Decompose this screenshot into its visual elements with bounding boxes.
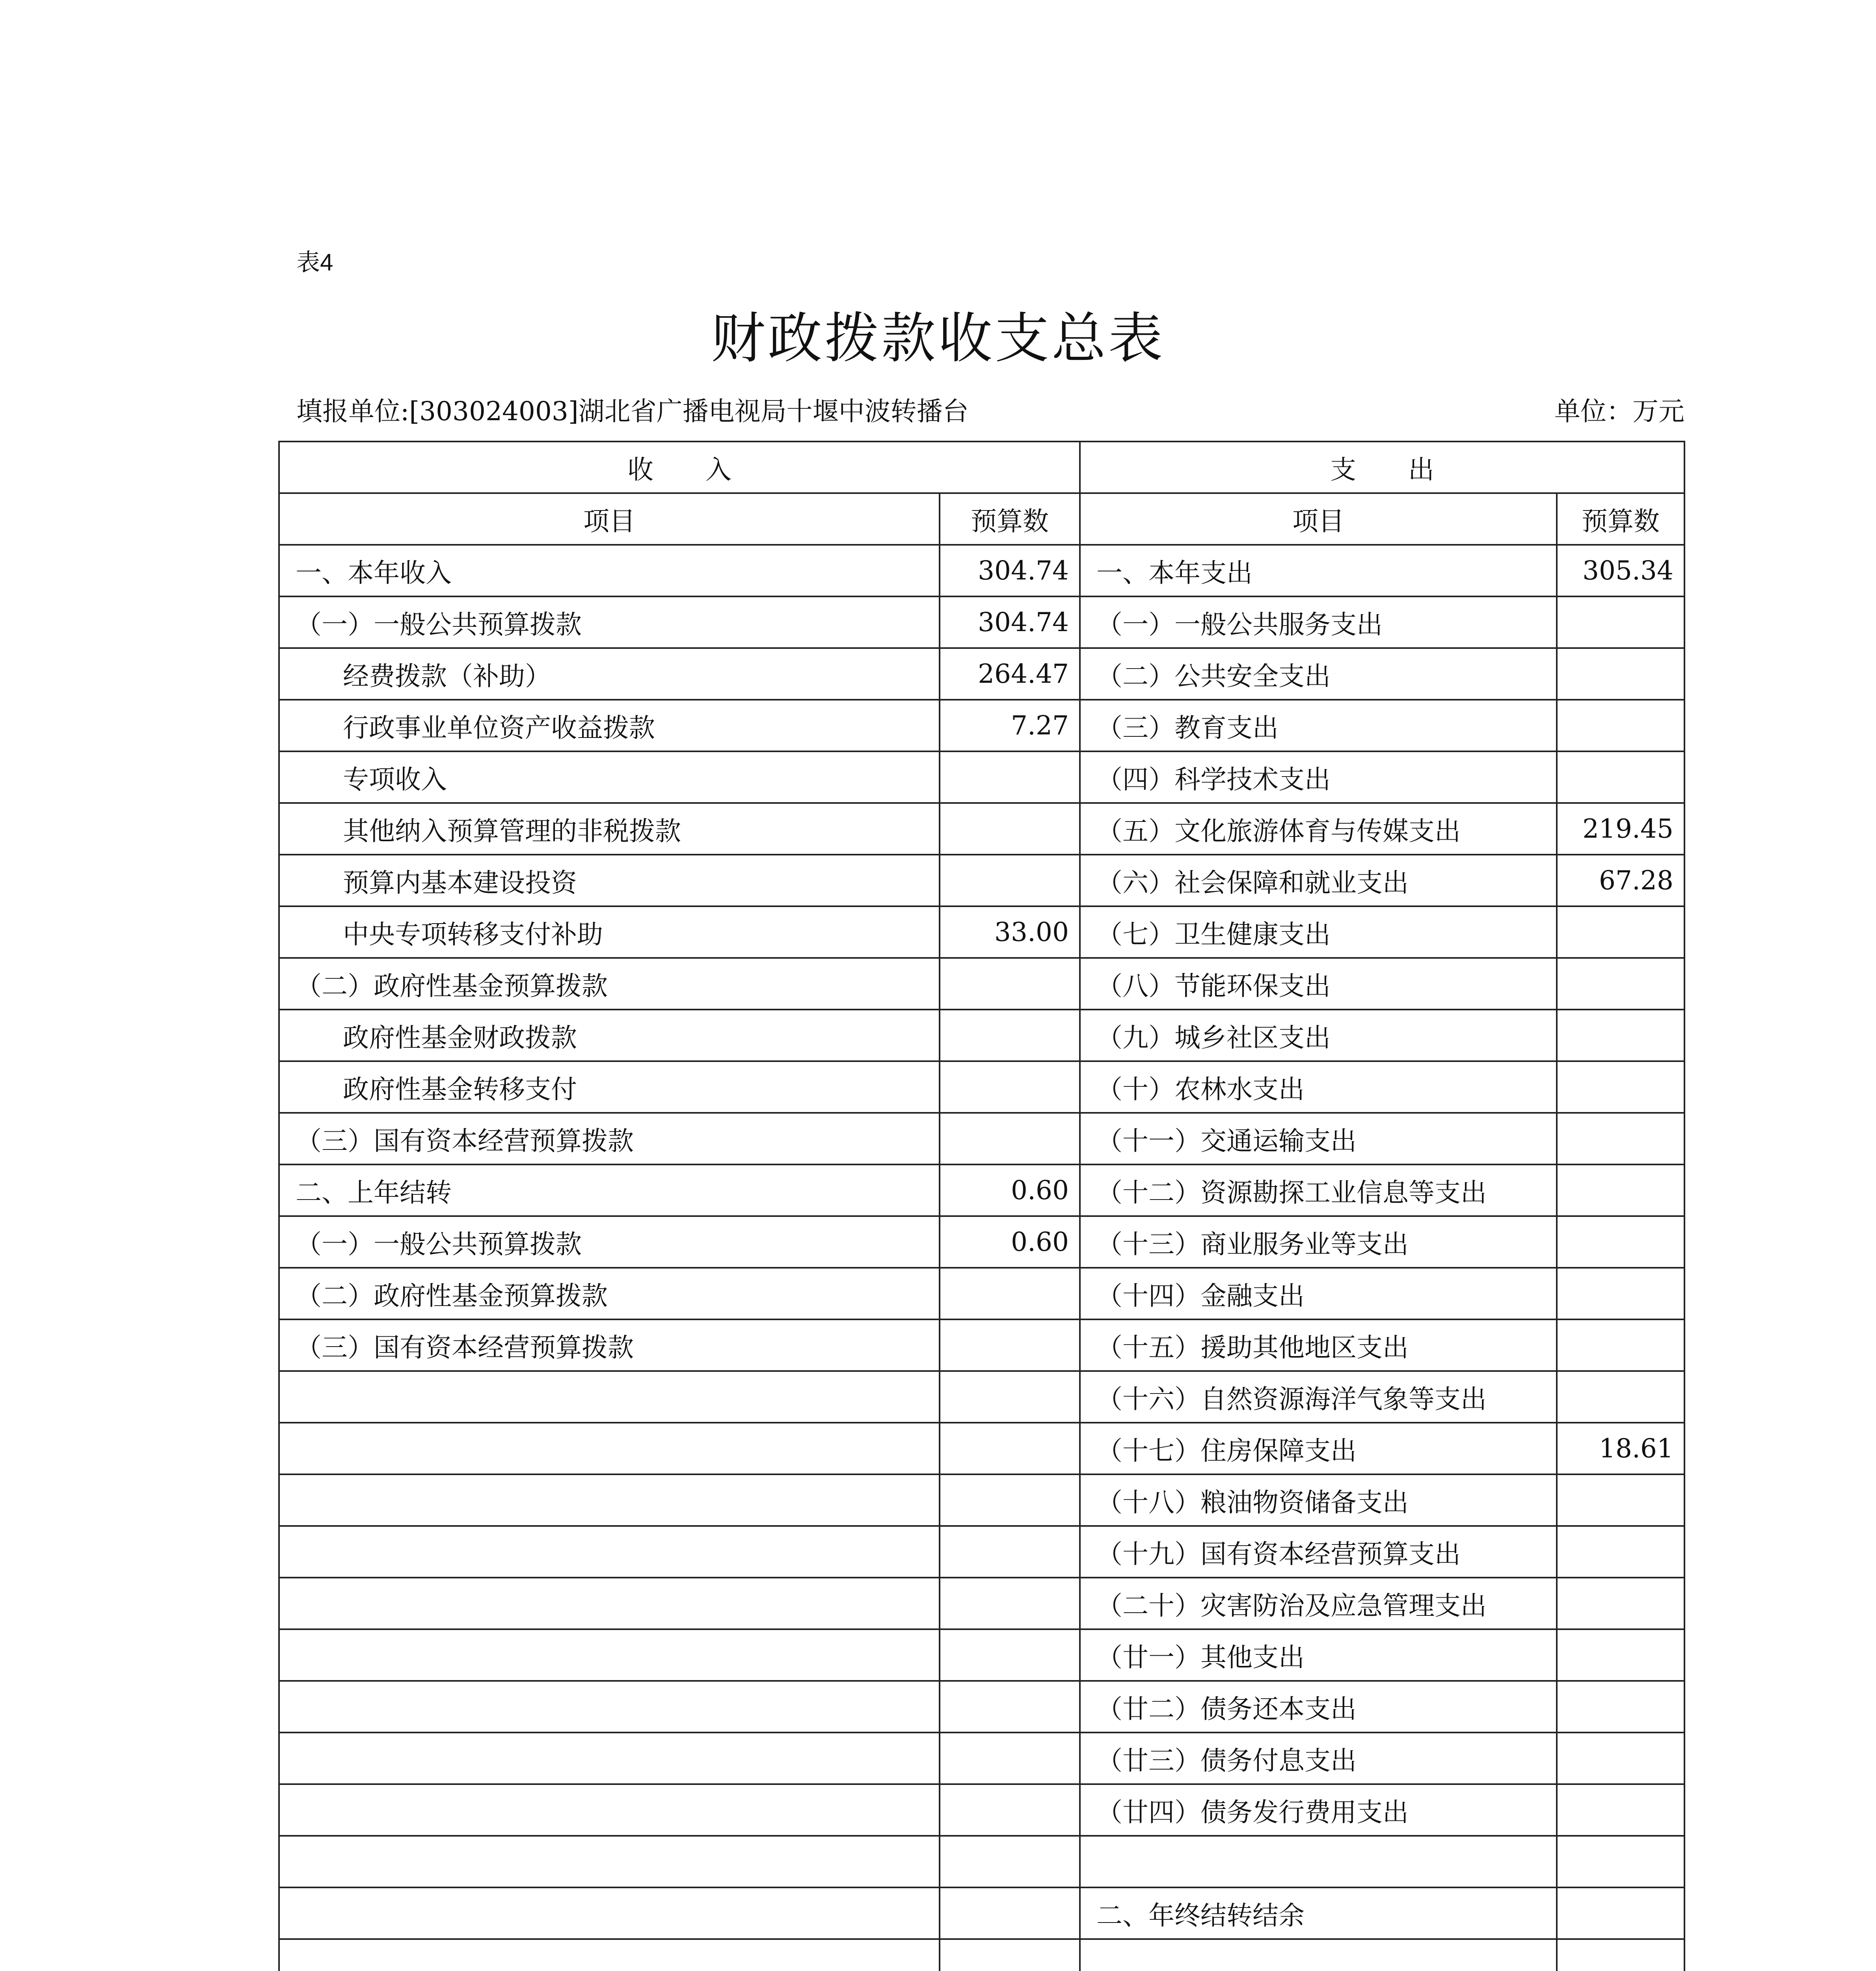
- table-row: [279, 1113, 1684, 1164]
- expense-amount: [1557, 906, 1684, 958]
- expense-amount: 67.28: [1557, 855, 1684, 906]
- income-amount: [940, 803, 1080, 855]
- income-item: 政府性基金财政拨款: [279, 1010, 940, 1061]
- table-row: [279, 906, 1684, 958]
- income-item: [279, 1578, 940, 1629]
- income-item: [279, 1681, 940, 1733]
- income-item: [279, 1887, 940, 1939]
- reporting-unit: 填报单位:[303024003]湖北省广播电视局十堰中波转播台: [296, 396, 969, 427]
- expense-amount: 305.34: [1557, 545, 1684, 596]
- income-amount: 0.60: [940, 1164, 1080, 1216]
- income-amount: [940, 1784, 1080, 1836]
- expense-amount: [1557, 1681, 1684, 1733]
- income-item: [279, 1939, 940, 1971]
- expense-amount: 219.45: [1557, 803, 1684, 855]
- expense-item: 一、本年支出: [1080, 545, 1557, 596]
- expense-amount: [1557, 1268, 1684, 1319]
- section-header-row: [279, 442, 1684, 493]
- income-amount: [940, 1939, 1080, 1971]
- income-amount: [940, 1578, 1080, 1629]
- expense-item: （九）城乡社区支出: [1080, 1010, 1557, 1061]
- expense-item: [1080, 1836, 1557, 1887]
- table-row: [279, 1010, 1684, 1061]
- expense-item: （十一）交通运输支出: [1080, 1113, 1557, 1164]
- expense-amount: [1557, 700, 1684, 751]
- currency-unit: 单位：万元: [1554, 396, 1684, 427]
- expense-amount: [1557, 1474, 1684, 1526]
- expense-item: [1080, 1939, 1557, 1971]
- income-item: （二）政府性基金预算拨款: [279, 1268, 940, 1319]
- income-amount: 304.74: [940, 596, 1080, 648]
- income-item: [279, 1423, 940, 1474]
- income-amount: 0.60: [940, 1216, 1080, 1268]
- expense-item: （二十）灾害防治及应急管理支出: [1080, 1578, 1557, 1629]
- income-item: [279, 1733, 940, 1784]
- income-amount: 33.00: [940, 906, 1080, 958]
- table-row: [279, 1216, 1684, 1268]
- expense-item: （四）科学技术支出: [1080, 751, 1557, 803]
- expense-amount: [1557, 1784, 1684, 1836]
- expense-amount: [1557, 1164, 1684, 1216]
- table-row: [279, 1887, 1684, 1939]
- income-amount: [940, 1010, 1080, 1061]
- expense-item: （八）节能环保支出: [1080, 958, 1557, 1010]
- table-row: [279, 958, 1684, 1010]
- income-item: [279, 1629, 940, 1681]
- expense-amount: [1557, 1319, 1684, 1371]
- expense-item: （廿二）债务还本支出: [1080, 1681, 1557, 1733]
- income-amount: [940, 1733, 1080, 1784]
- income-item: [279, 1526, 940, 1578]
- table-row: [279, 1939, 1684, 1971]
- expense-item: （五）文化旅游体育与传媒支出: [1080, 803, 1557, 855]
- table-body: [279, 545, 1684, 1971]
- expense-item: （十三）商业服务业等支出: [1080, 1216, 1557, 1268]
- expense-item-column-header: 项目: [1080, 493, 1557, 545]
- expense-item: （廿三）债务付息支出: [1080, 1733, 1557, 1784]
- expense-item: （十）农林水支出: [1080, 1061, 1557, 1113]
- expense-item: （六）社会保障和就业支出: [1080, 855, 1557, 906]
- income-item-column-header: 项目: [279, 493, 940, 545]
- expense-item: （一）一般公共服务支出: [1080, 596, 1557, 648]
- expense-amount: [1557, 1371, 1684, 1423]
- income-item: 专项收入: [279, 751, 940, 803]
- expense-amount: [1557, 596, 1684, 648]
- expense-amount: [1557, 1526, 1684, 1578]
- table-row: [279, 855, 1684, 906]
- table-row: [279, 1836, 1684, 1887]
- table-row: [279, 545, 1684, 596]
- income-amount: [940, 1887, 1080, 1939]
- expense-item: （十四）金融支出: [1080, 1268, 1557, 1319]
- column-header-row: [279, 493, 1684, 545]
- expense-amount: [1557, 1629, 1684, 1681]
- expense-item: （廿一）其他支出: [1080, 1629, 1557, 1681]
- income-item: [279, 1474, 940, 1526]
- expense-item: （十六）自然资源海洋气象等支出: [1080, 1371, 1557, 1423]
- expense-amount: [1557, 958, 1684, 1010]
- income-amount: [940, 1113, 1080, 1164]
- expense-budget-column-header: 预算数: [1557, 493, 1684, 545]
- page-title: 财政拨款收支总表: [711, 307, 1165, 370]
- income-item: [279, 1836, 940, 1887]
- expense-amount: [1557, 1836, 1684, 1887]
- expense-item: （十五）援助其他地区支出: [1080, 1319, 1557, 1371]
- income-amount: [940, 1681, 1080, 1733]
- income-item: （二）政府性基金预算拨款: [279, 958, 940, 1010]
- expense-item: （十八）粮油物资储备支出: [1080, 1474, 1557, 1526]
- expense-amount: [1557, 1061, 1684, 1113]
- table-row: [279, 1061, 1684, 1113]
- income-amount: [940, 1268, 1080, 1319]
- expense-amount: [1557, 1733, 1684, 1784]
- expense-item: （三）教育支出: [1080, 700, 1557, 751]
- income-item: （三）国有资本经营预算拨款: [279, 1113, 940, 1164]
- table-row: [279, 803, 1684, 855]
- income-item: 预算内基本建设投资: [279, 855, 940, 906]
- income-amount: [940, 958, 1080, 1010]
- income-amount: [940, 1526, 1080, 1578]
- income-amount: [940, 751, 1080, 803]
- income-budget-column-header: 预算数: [940, 493, 1080, 545]
- table-row: [279, 1268, 1684, 1319]
- table-row: [279, 1164, 1684, 1216]
- expense-item: （十九）国有资本经营预算支出: [1080, 1526, 1557, 1578]
- expense-item: （二）公共安全支出: [1080, 648, 1557, 700]
- income-amount: 7.27: [940, 700, 1080, 751]
- expense-item: （廿四）债务发行费用支出: [1080, 1784, 1557, 1836]
- income-item: 经费拨款（补助）: [279, 648, 940, 700]
- expense-amount: [1557, 1010, 1684, 1061]
- income-item: 其他纳入预算管理的非税拨款: [279, 803, 940, 855]
- expense-amount: [1557, 1216, 1684, 1268]
- table-row: [279, 1423, 1684, 1474]
- budget-table: [278, 441, 1684, 1971]
- table-row: [279, 1681, 1684, 1733]
- table-row: [279, 596, 1684, 648]
- expense-amount: 18.61: [1557, 1423, 1684, 1474]
- income-item: （三）国有资本经营预算拨款: [279, 1319, 940, 1371]
- expense-item: （十二）资源勘探工业信息等支出: [1080, 1164, 1557, 1216]
- income-amount: [940, 1836, 1080, 1887]
- table-row: [279, 1784, 1684, 1836]
- expense-section-header: 支 出: [1080, 442, 1684, 493]
- income-item: （一）一般公共预算拨款: [279, 596, 940, 648]
- table-row: [279, 1319, 1684, 1371]
- expense-item: （十七）住房保障支出: [1080, 1423, 1557, 1474]
- table-number-label: 表4: [296, 249, 333, 276]
- expense-item: 二、年终结转结余: [1080, 1887, 1557, 1939]
- expense-amount: [1557, 1887, 1684, 1939]
- income-item: 行政事业单位资产收益拨款: [279, 700, 940, 751]
- expense-amount: [1557, 1939, 1684, 1971]
- income-item: [279, 1371, 940, 1423]
- income-item: 一、本年收入: [279, 545, 940, 596]
- table-row: [279, 1474, 1684, 1526]
- income-amount: [940, 1474, 1080, 1526]
- income-amount: 264.47: [940, 648, 1080, 700]
- income-item: 政府性基金转移支付: [279, 1061, 940, 1113]
- expense-amount: [1557, 1578, 1684, 1629]
- table-row: [279, 1371, 1684, 1423]
- table-row: [279, 1578, 1684, 1629]
- income-section-header: 收 入: [279, 442, 1080, 493]
- income-amount: [940, 1629, 1080, 1681]
- table-row: [279, 751, 1684, 803]
- expense-item: （七）卫生健康支出: [1080, 906, 1557, 958]
- income-amount: [940, 1061, 1080, 1113]
- income-item: [279, 1784, 940, 1836]
- table-row: [279, 648, 1684, 700]
- table-row: [279, 1733, 1684, 1784]
- income-amount: [940, 1423, 1080, 1474]
- income-amount: [940, 855, 1080, 906]
- income-item: 中央专项转移支付补助: [279, 906, 940, 958]
- expense-amount: [1557, 648, 1684, 700]
- table-row: [279, 700, 1684, 751]
- table-row: [279, 1526, 1684, 1578]
- expense-amount: [1557, 1113, 1684, 1164]
- income-item: （一）一般公共预算拨款: [279, 1216, 940, 1268]
- income-amount: [940, 1319, 1080, 1371]
- income-amount: 304.74: [940, 545, 1080, 596]
- income-amount: [940, 1371, 1080, 1423]
- income-item: 二、上年结转: [279, 1164, 940, 1216]
- expense-amount: [1557, 751, 1684, 803]
- table-row: [279, 1629, 1684, 1681]
